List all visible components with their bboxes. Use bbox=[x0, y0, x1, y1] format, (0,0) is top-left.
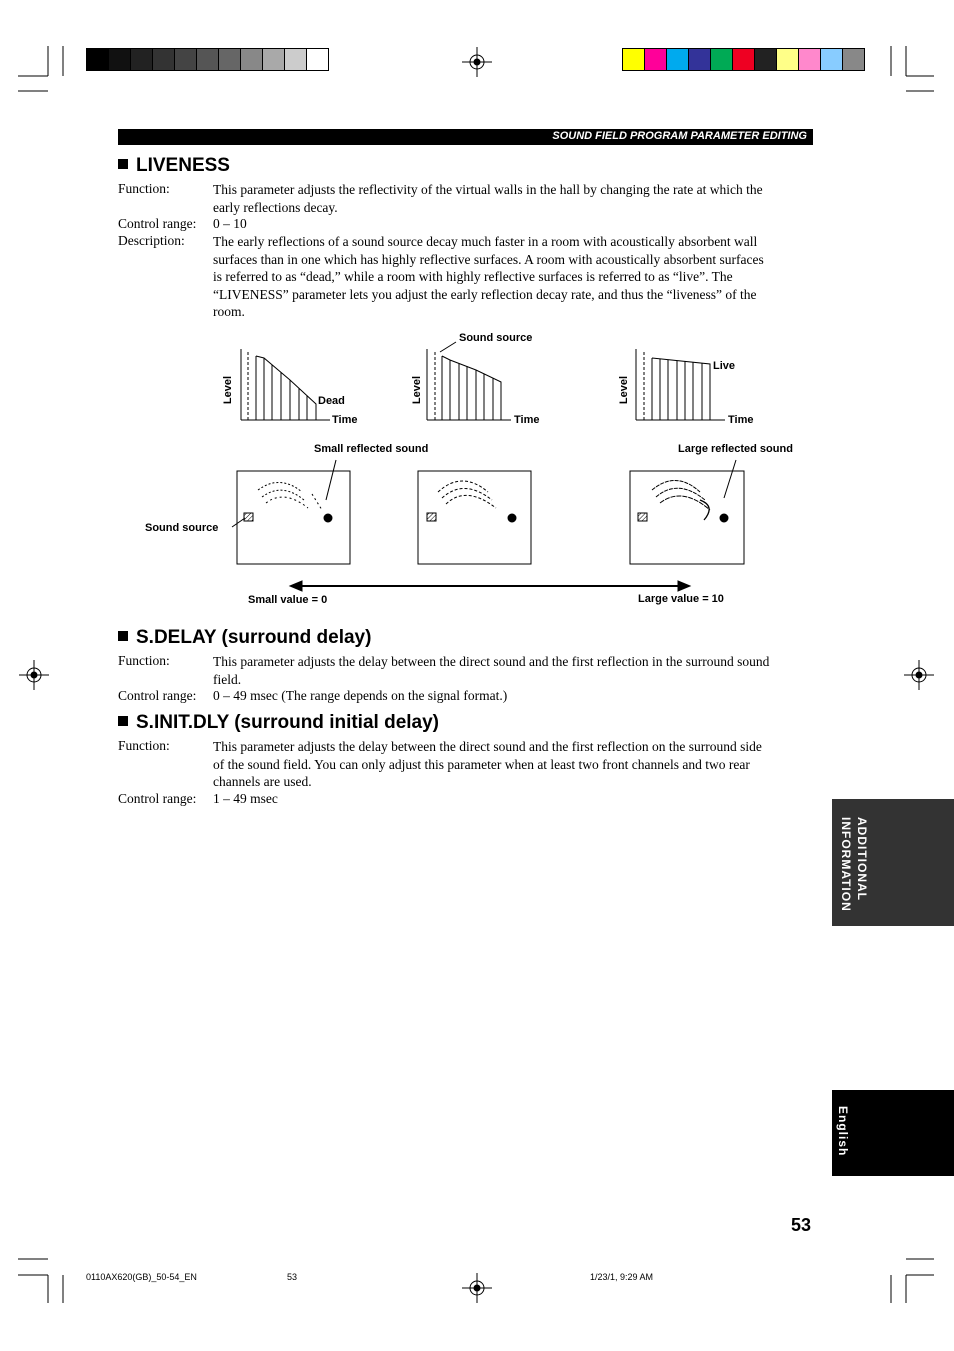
sinitdly-heading: S.INIT.DLY (surround initial delay) bbox=[118, 712, 439, 734]
sinitdly-function-label: Function: bbox=[118, 738, 170, 753]
level-axis-label-1: Level bbox=[222, 375, 235, 405]
time-axis-label-2: Time bbox=[514, 414, 540, 426]
large-reflection-room bbox=[630, 460, 744, 564]
additional-information-tab bbox=[832, 799, 954, 926]
liveness-heading: LIVENESS bbox=[118, 155, 230, 177]
liveness-function-text: This parameter adjusts the reflectivity of the virtual walls in the hall by changing the rate at which the early reflections decay. bbox=[213, 182, 763, 215]
bullet-square-icon bbox=[118, 716, 128, 726]
small-value-label: Small value = 0 bbox=[248, 594, 328, 606]
sdelay-function-text: This parameter adjusts the delay between the direct sound and the first reflection in the surround sound field. bbox=[213, 654, 770, 687]
sound-source-left-label: Sound source bbox=[145, 522, 219, 534]
bullet-square-icon bbox=[118, 631, 128, 641]
medium-reflection-room bbox=[418, 471, 531, 564]
sdelay-heading: S.DELAY (surround delay) bbox=[118, 627, 371, 649]
dead-decay-graph bbox=[241, 349, 330, 420]
sinitdly-function-text: This parameter adjusts the delay between the direct sound and the first reflection on the surround side of the sound field. You can only adjust this parameter when at least two front channels and two rear channels are used. bbox=[213, 739, 762, 790]
footer-file: 0110AX620(GB)_50-54_EN bbox=[86, 1272, 197, 1282]
value-range-arrow bbox=[290, 581, 690, 591]
sdelay-function-label: Function: bbox=[118, 653, 170, 668]
liveness-desc-label: Description: bbox=[118, 233, 185, 248]
section-header-title: SOUND FIELD PROGRAM PARAMETER EDITING bbox=[552, 130, 807, 142]
footer-timestamp: 1/23/1, 9:29 AM bbox=[590, 1272, 654, 1282]
large-value-label: Large value = 10 bbox=[638, 593, 724, 605]
time-axis-label-3: Time bbox=[728, 414, 754, 426]
english-tab bbox=[832, 1090, 954, 1176]
liveness-function-label: Function: bbox=[118, 181, 170, 196]
small-reflection-room bbox=[232, 460, 350, 564]
page-number: 53 bbox=[791, 1215, 812, 1235]
sinitdly-range-text: 1 – 49 msec bbox=[213, 791, 278, 806]
liveness-diagram bbox=[0, 0, 954, 620]
additional-information-tab-label: ADDITIONAL INFORMATION bbox=[839, 817, 869, 912]
live-label: Live bbox=[713, 360, 736, 372]
sound-source-top-label: Sound source bbox=[459, 332, 533, 344]
level-axis-label-2: Level bbox=[411, 375, 424, 405]
liveness-description: The early reflections of a sound source decay much faster in a room with acoustically absorbent wall surfaces than in one which has highly reflective surfaces. A room with acoustically absorbent surfaces is referred to as “dead,” while a room with highly reflective surfaces is referred to as “live”. The “LIVENESS” parameter lets you adjust the early reflection decay rate, and thus the “liveness” of the room. bbox=[213, 234, 764, 320]
sinitdly-range-label: Control range: bbox=[118, 791, 197, 806]
time-axis-label-1: Time bbox=[332, 414, 358, 426]
normal-decay-graph bbox=[427, 342, 511, 420]
liveness-range-text: 0 – 10 bbox=[213, 216, 247, 231]
dead-label: Dead bbox=[318, 395, 345, 407]
large-reflected-label: Large reflected sound bbox=[678, 443, 793, 455]
sdelay-range-label: Control range: bbox=[118, 688, 197, 703]
english-tab-label: English bbox=[836, 1106, 850, 1157]
liveness-range-label: Control range: bbox=[118, 216, 197, 231]
small-reflected-label: Small reflected sound bbox=[314, 443, 429, 455]
sdelay-range-text: 0 – 49 msec (The range depends on the signal format.) bbox=[213, 688, 508, 703]
level-axis-label-3: Level bbox=[618, 375, 631, 405]
live-decay-graph bbox=[636, 349, 725, 420]
footer-page: 53 bbox=[287, 1272, 298, 1282]
